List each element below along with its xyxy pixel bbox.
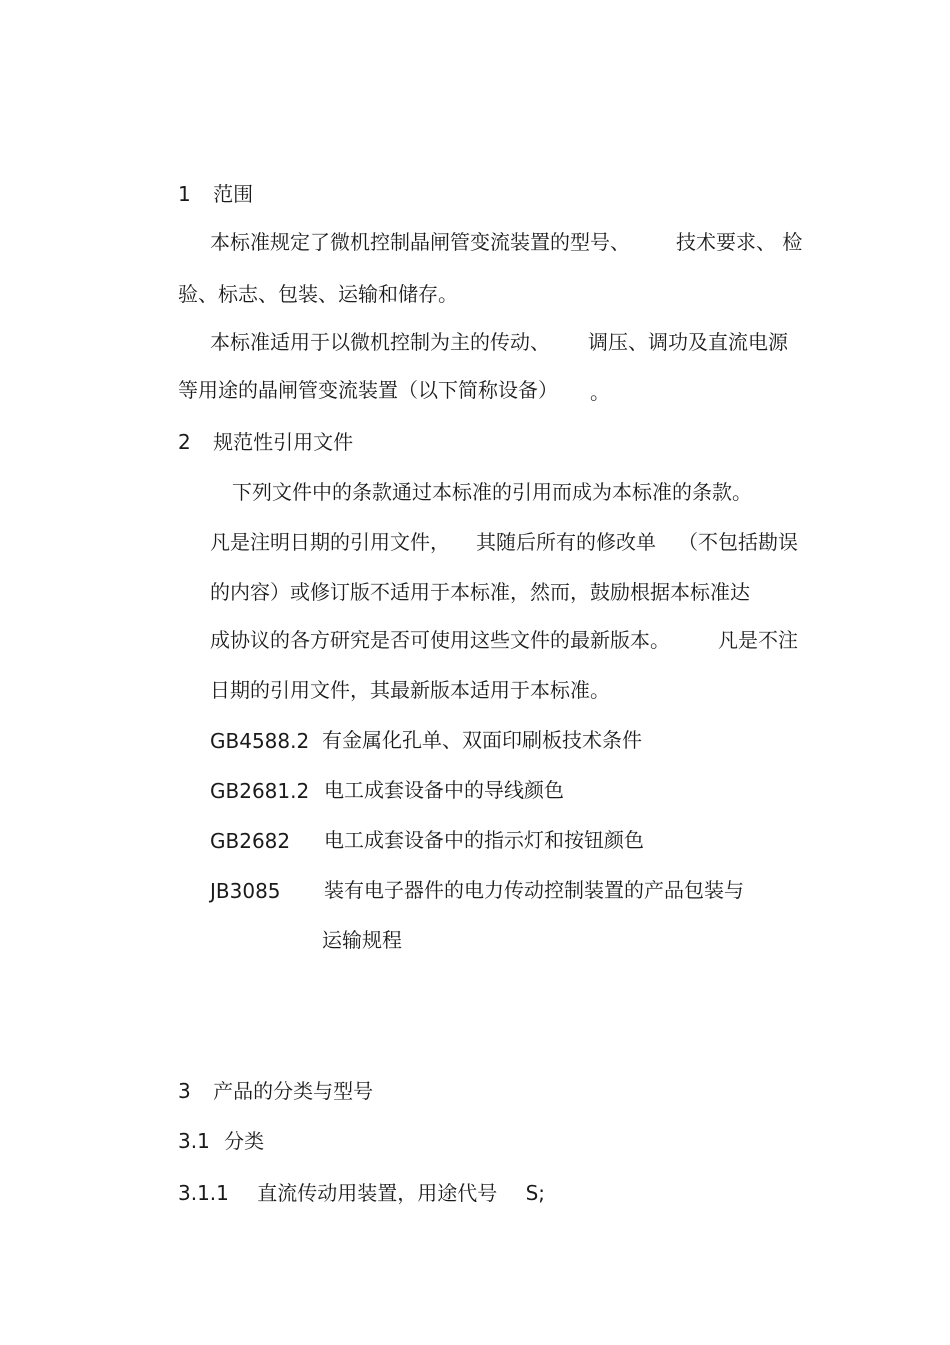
section-3-heading [178, 1079, 373, 1103]
reference-code: GB4588.2 [210, 729, 310, 753]
section-number: 3.1 [178, 1129, 210, 1153]
section-1-heading [178, 182, 253, 206]
paragraph-line: 其随后所有的修改单 [476, 530, 656, 554]
paragraph-line: 本标准规定了微机控制晶闸管变流装置的型号、 [210, 230, 630, 254]
section-title: 规范性引用文件 [213, 430, 354, 454]
section-title: 直流传动用装置，用途代号 [257, 1181, 498, 1205]
section-2-heading [178, 430, 353, 454]
paragraph-line: 本标准适用于以微机控制为主的传动、 [210, 330, 550, 354]
section-number: 1 [178, 182, 191, 206]
paragraph-line: （不包括勘误 [678, 530, 798, 554]
reference-title: 电工成套设备中的导线颜色 [324, 778, 564, 802]
paragraph-line: 日期的引用文件，其最新版本适用于本标准。 [210, 678, 610, 702]
paragraph-line: 的内容）或修订版不适用于本标准，然而，鼓励根据本标准达 [210, 580, 750, 604]
section-number: 3 [178, 1079, 191, 1103]
reference-code: JB3085 [210, 879, 281, 903]
paragraph-line: 调压、调功及直流电源 [588, 330, 788, 354]
paragraph-line: 验、标志、包装、运输和储存。 [178, 282, 458, 306]
paragraph-line: 。 [590, 380, 610, 404]
reference-title-continued: 运输规程 [322, 928, 402, 952]
section-number: 3.1.1 [178, 1181, 229, 1205]
paragraph-line: 技术要求、 检 [676, 230, 803, 254]
paragraph-line: 凡是不注 [718, 628, 798, 652]
section-3-1-1-heading [178, 1181, 545, 1205]
section-number: 2 [178, 430, 191, 454]
paragraph-line: 下列文件中的条款通过本标准的引用而成为本标准的条款。 [232, 480, 752, 504]
reference-title: 有金属化孔单、双面印刷板技术条件 [322, 728, 642, 752]
section-title: 分类 [224, 1129, 265, 1153]
reference-code: GB2681.2 [210, 779, 310, 803]
reference-title: 电工成套设备中的指示灯和按钮颜色 [324, 828, 644, 852]
usage-code: S; [525, 1181, 546, 1205]
section-title: 产品的分类与型号 [213, 1079, 374, 1103]
paragraph-line: 凡是注明日期的引用文件， [210, 530, 450, 554]
paragraph-line: 成协议的各方研究是否可使用这些文件的最新版本。 [210, 628, 670, 652]
section-title: 范围 [213, 182, 254, 206]
paragraph-line: 等用途的晶闸管变流装置（以下简称设备） [178, 378, 558, 402]
section-3-1-heading [178, 1129, 264, 1153]
reference-code: GB2682 [210, 829, 291, 853]
reference-title: 装有电子器件的电力传动控制装置的产品包装与 [324, 878, 744, 902]
